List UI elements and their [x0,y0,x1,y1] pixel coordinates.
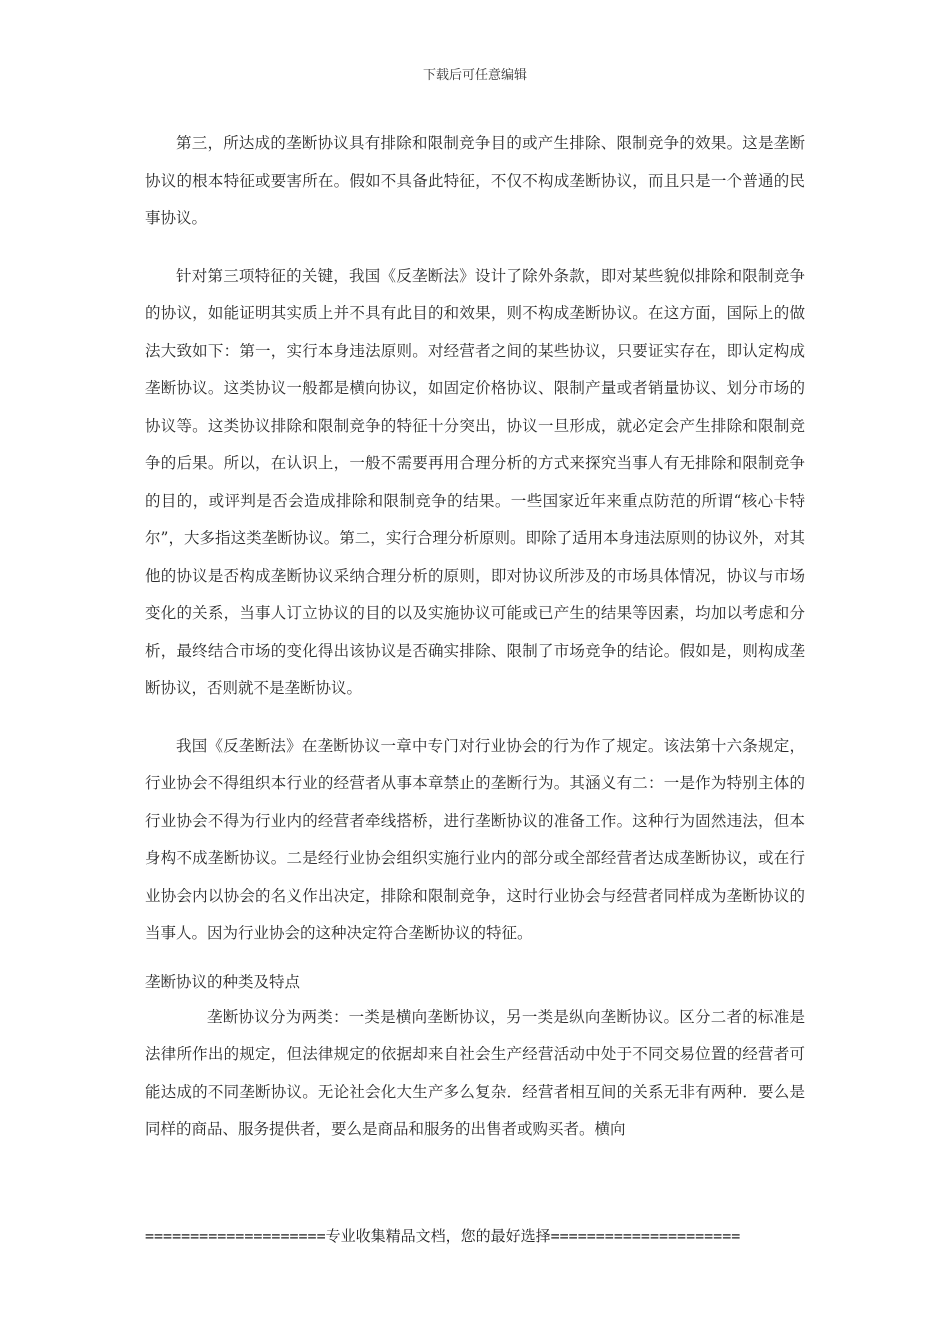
paragraph-gap [145,708,805,728]
section-heading: 垄断协议的种类及特点 [145,972,301,991]
paragraph-agreement-types: 垄断协议分为两类：一类是横向垄断协议，另一类是纵向垄断协议。区分二者的标准是法律所作出的规定，但法律规定的依据却来自社会生产经营活动中处于不同交易位置的经营者可能达成的不同垄断协议。无论社会化大生产多么复杂．经营者相互间的关系无非有两种．要么是同样的商品、服务提供者，要么是商品和服务的出售者或购买者。横向 [145,1007,805,1138]
document-body [145,125,805,1149]
paragraph-exception-clause: 针对第三项特征的关键，我国《反垄断法》设计了除外条款，即对某些貌似排除和限制竞争的协议，如能证明其实质上并不具有此目的和效果，则不构成垄断协议。在这方面，国际上的做法大致如下：第一，实行本身违法原则。对经营者之间的某些协议，只要证实存在，即认定构成垄断协议。这类协议一般都是横向协议，如固定价格协议、限制产量或者销量协议、划分市场的协议等。这类协议排除和限制竞争的特征十分突出，协议一旦形成，就必定会产生排除和限制竞争的后果。所以，在认识上，一般不需要再用合理分析的方式来探究当事人有无排除和限制竞争的目的，或评判是否会造成排除和限制竞争的结果。一些国家近年来重点防范的所谓“核心卡特尔”，大多指这类垄断协议。第二，实行合理分析原则。即除了适用本身违法原则的协议外，对其他的协议是否构成垄断协议采纳合理分析的原则，即对协议所涉及的市场具体情况，协议与市场变化的关系，当事人订立协议的目的以及实施协议可能或已产生的结果等因素，均加以考虑和分析，最终结合市场的变化得出该协议是否确实排除、限制了市场竞争的结论。假如是，则构成垄断协议，否则就不是垄断协议。 [145,266,805,697]
paragraph-industry-association: 我国《反垄断法》在垄断协议一章中专门对行业协会的行为作了规定。该法第十六条规定，行业协会不得组织本行业的经营者从事本章禁止的垄断行为。其涵义有二：一是作为特别主体的行业协会不得为行业内的经营者牵线搭桥，进行垄断协议的准备工作。这种行为固然违法，但本身构不成垄断协议。二是经行业协会组织实施行业内的部分或全部经营者达成垄断协议，或在行业协会内以协会的名义作出决定，排除和限制竞争，这时行业协会与经营者同样成为垄断协议的当事人。因为行业协会的这种决定符合垄断协议的特征。 [145,736,805,942]
paragraph-gap [145,238,805,258]
paragraph-gap [145,953,805,967]
page-footer: ====================专业收集精品文档，您的最好选择===================== [145,1227,741,1245]
page-header: 下载后可任意编辑 [422,68,527,83]
paragraph-third-feature: 第三，所达成的垄断协议具有排除和限制竞争目的或产生排除、限制竞争的效果。这是垄断协议的根本特征或要害所在。假如不具备此特征，不仅不构成垄断协议，而且只是一个普通的民事协议。 [145,134,805,227]
